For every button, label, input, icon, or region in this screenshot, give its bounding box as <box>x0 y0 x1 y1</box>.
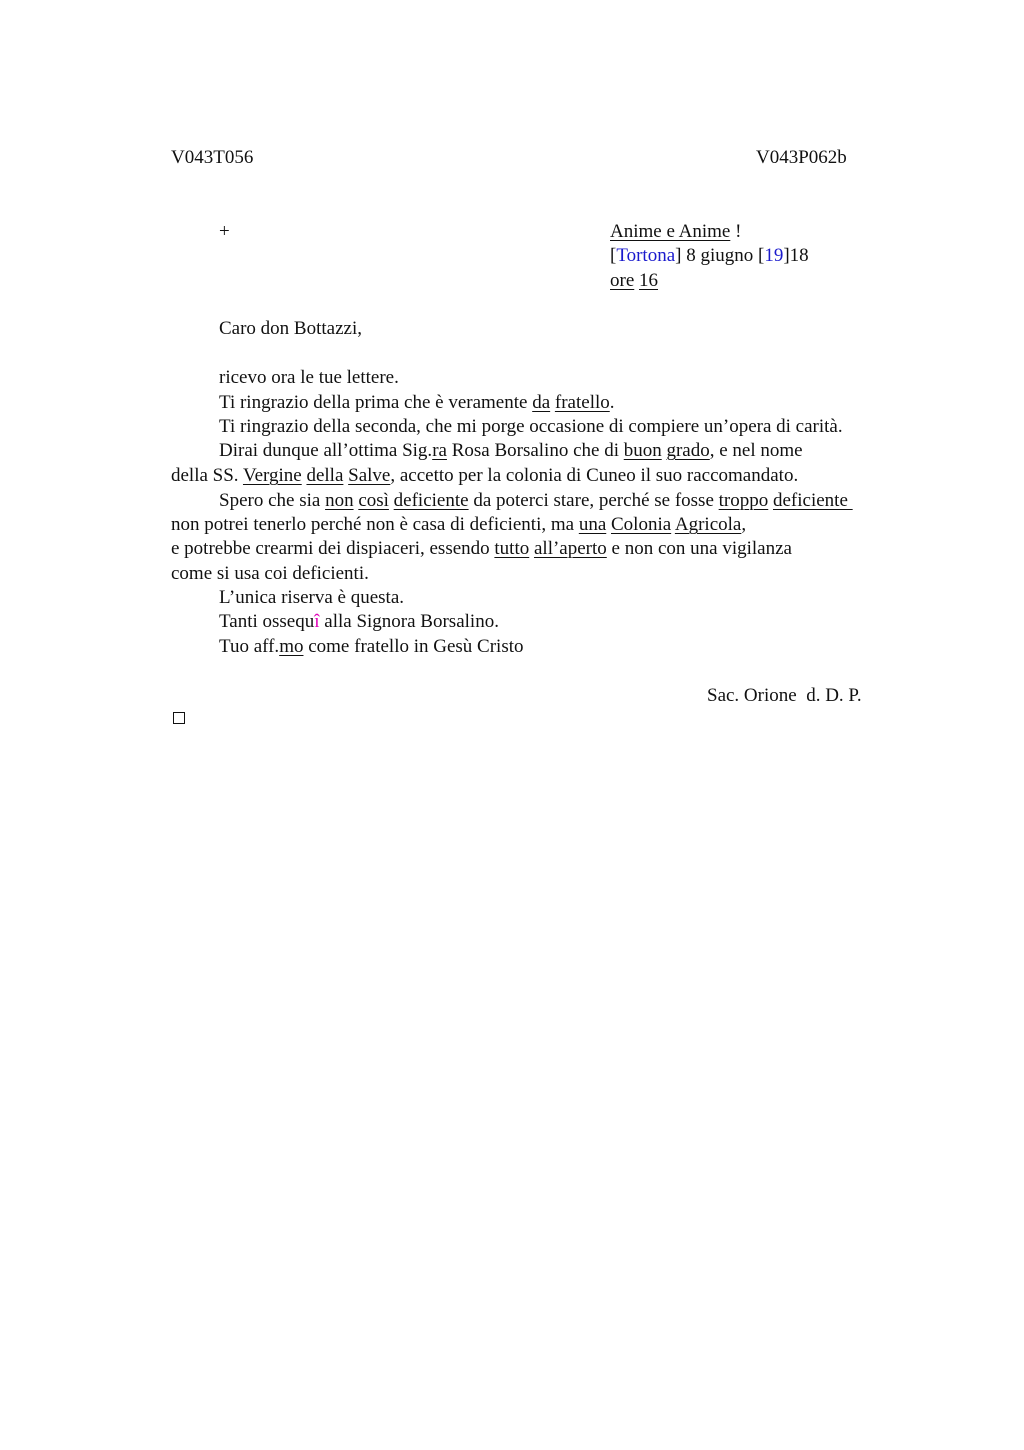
text-run: , <box>741 514 747 535</box>
motto-text: Anime e Anime <box>610 221 731 242</box>
place-name: Tortona <box>616 245 676 266</box>
year-prefix: 19 <box>764 245 784 266</box>
underlined-word: all’aperto <box>533 538 607 559</box>
body-line <box>219 610 499 634</box>
underlined-word: così <box>358 490 389 511</box>
text-run: L’unica riserva è questa. <box>219 587 404 608</box>
body-line <box>171 562 369 586</box>
text-run: della SS. <box>171 465 243 486</box>
body-line <box>219 415 843 439</box>
motto-exclamation: ! <box>730 221 742 242</box>
underlined-word: deficiente <box>773 490 853 511</box>
letter-place-date <box>610 244 809 268</box>
document-reference-left: V043T056 <box>171 147 254 168</box>
text-run: Ti ringrazio della seconda, che mi porge occasione di compiere un’opera di carità. <box>219 416 843 437</box>
body-line <box>219 391 615 415</box>
letter-time <box>610 269 658 293</box>
underlined-word: Vergine <box>242 465 302 486</box>
underlined-word: Agricola <box>674 514 742 535</box>
text-run: , e nel nome <box>709 440 803 461</box>
underlined-word: buon <box>623 440 662 461</box>
body-line <box>171 513 746 537</box>
text-run: Tanti ossequ <box>219 611 315 632</box>
text-run: come fratello in Gesù Cristo <box>303 636 524 657</box>
cross-symbol: + <box>219 221 230 242</box>
text-run: Spero che sia <box>219 490 326 511</box>
text-run: non potrei tenerlo perché non è casa di deficienti, ma <box>171 514 579 535</box>
body-line <box>219 635 524 659</box>
underlined-word: tutto <box>494 538 530 559</box>
underlined-word: Colonia <box>611 514 672 535</box>
time-label: ore <box>610 270 635 291</box>
text-run: Rosa Borsalino che di <box>446 440 624 461</box>
text-run: Ti ringrazio della prima che è veramente <box>219 392 533 413</box>
end-of-document-box-icon <box>173 712 185 724</box>
body-line <box>219 586 404 610</box>
underlined-word: troppo <box>718 490 769 511</box>
body-line <box>219 489 853 513</box>
letter-signature: Sac. Orione d. D. P. <box>707 685 862 706</box>
underlined-word: deficiente <box>393 490 469 511</box>
text-run: Dirai dunque all’ottima Sig. <box>219 440 433 461</box>
letter-motto <box>610 220 741 244</box>
body-line <box>171 537 792 561</box>
letter-salutation: Caro don Bottazzi, <box>219 318 362 339</box>
underlined-word: grado <box>666 440 710 461</box>
date-text: ] 8 giugno [ <box>675 245 765 266</box>
text-run: . <box>609 392 615 413</box>
text-run: Tuo aff. <box>219 636 280 657</box>
body-line <box>219 439 803 463</box>
text-run: alla Signora Borsalino. <box>319 611 499 632</box>
underlined-word: non <box>325 490 354 511</box>
underlined-word: mo <box>279 636 304 657</box>
text-run: ricevo ora le tue lettere. <box>219 367 399 388</box>
underlined-word: da <box>532 392 551 413</box>
body-line <box>219 366 399 390</box>
text-run: da poterci stare, perché se fosse <box>468 490 719 511</box>
body-line <box>171 464 798 488</box>
text-run: , accetto per la colonia di Cuneo il suo raccomandato. <box>390 465 799 486</box>
underlined-word: Salve <box>348 465 391 486</box>
underlined-word: una <box>578 514 607 535</box>
text-run: e non con una vigilanza <box>606 538 792 559</box>
document-reference-right: V043P062b <box>756 147 847 168</box>
highlighted-character: î <box>314 611 320 632</box>
text-run: come si usa coi deficienti. <box>171 563 369 584</box>
time-value: 16 <box>639 270 659 291</box>
underlined-word: della <box>306 465 344 486</box>
year-suffix: ]18 <box>783 245 809 266</box>
underlined-word: fratello <box>554 392 610 413</box>
underlined-word: ra <box>432 440 447 461</box>
bracket-open: [ <box>610 245 617 266</box>
text-run: e potrebbe crearmi dei dispiaceri, essendo <box>171 538 495 559</box>
